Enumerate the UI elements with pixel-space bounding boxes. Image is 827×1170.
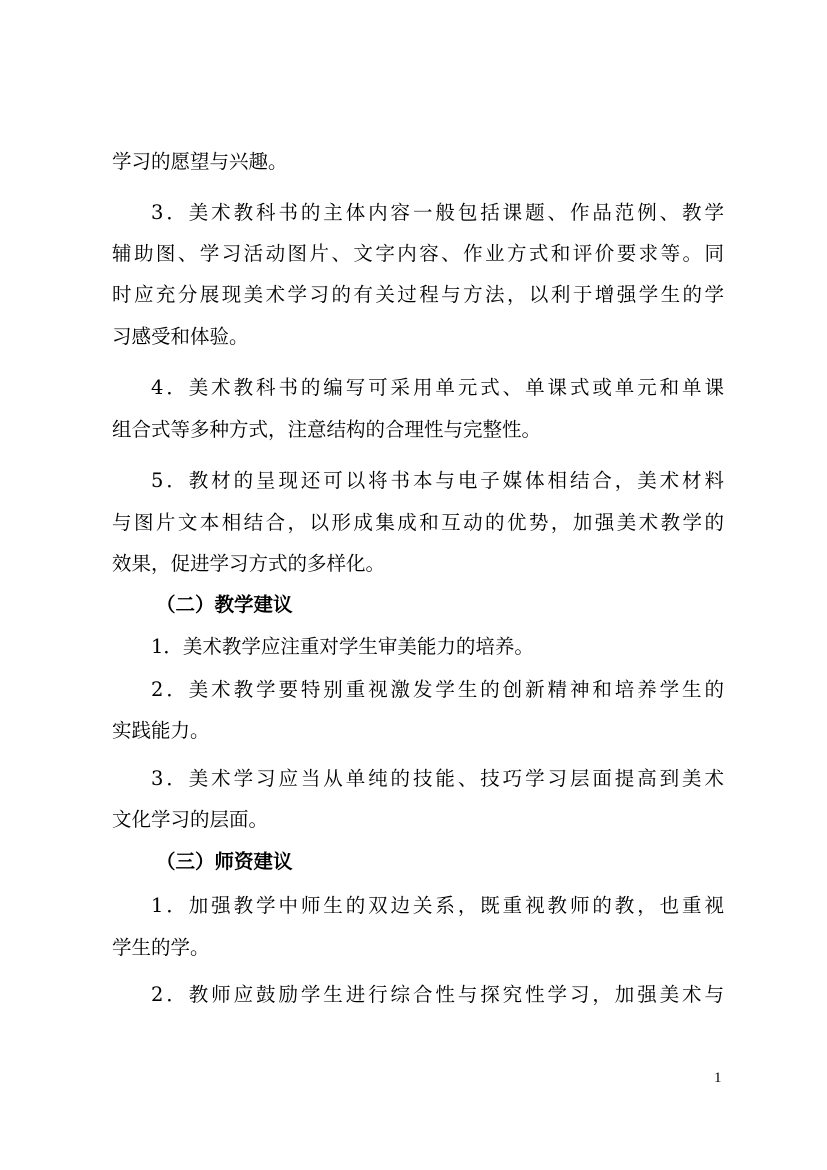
text-line: 实践能力。 xyxy=(112,719,210,742)
section-heading: （二）教学建议 xyxy=(156,593,293,616)
text-line: 组合式等多种方式，注意结构的合理性与完整性。 xyxy=(112,418,542,441)
text-line: 1．美术教学应注重对学生审美能力的培养。 xyxy=(151,635,534,658)
text-line: 时应充分展现美术学习的有关过程与方法，以利于增强学生的学 xyxy=(112,283,724,306)
text-line: 学生的学。 xyxy=(112,936,210,959)
text-line: 4．美术教科书的编写可采用单元式、单课式或单元和单课 xyxy=(151,376,724,399)
text-line: 2．教师应鼓励学生进行综合性与探究性学习，加强美术与 xyxy=(151,983,724,1006)
text-line: 1．加强教学中师生的双边关系，既重视教师的教，也重视 xyxy=(151,894,724,917)
text-line: 与图片文本相结合，以形成集成和互动的优势，加强美术教学的 xyxy=(112,511,724,534)
text-line: 学习的愿望与兴趣。 xyxy=(112,150,288,173)
text-line: 3．美术教科书的主体内容一般包括课题、作品范例、教学 xyxy=(151,201,724,224)
page-number: 1 xyxy=(714,1070,722,1086)
text-line: 5．教材的呈现还可以将书本与电子媒体相结合，美术材料 xyxy=(151,469,724,492)
text-line: 习感受和体验。 xyxy=(112,325,249,348)
text-line: 2．美术教学要特别重视激发学生的创新精神和培养学生的 xyxy=(151,678,724,701)
text-line: 辅助图、学习活动图片、文字内容、作业方式和评价要求等。同 xyxy=(112,242,724,265)
text-line: 效果，促进学习方式的多样化。 xyxy=(112,552,386,575)
section-heading: （三）师资建议 xyxy=(156,850,293,873)
text-line: 3．美术学习应当从单纯的技能、技巧学习层面提高到美术 xyxy=(151,767,724,790)
text-line: 文化学习的层面。 xyxy=(112,808,269,831)
